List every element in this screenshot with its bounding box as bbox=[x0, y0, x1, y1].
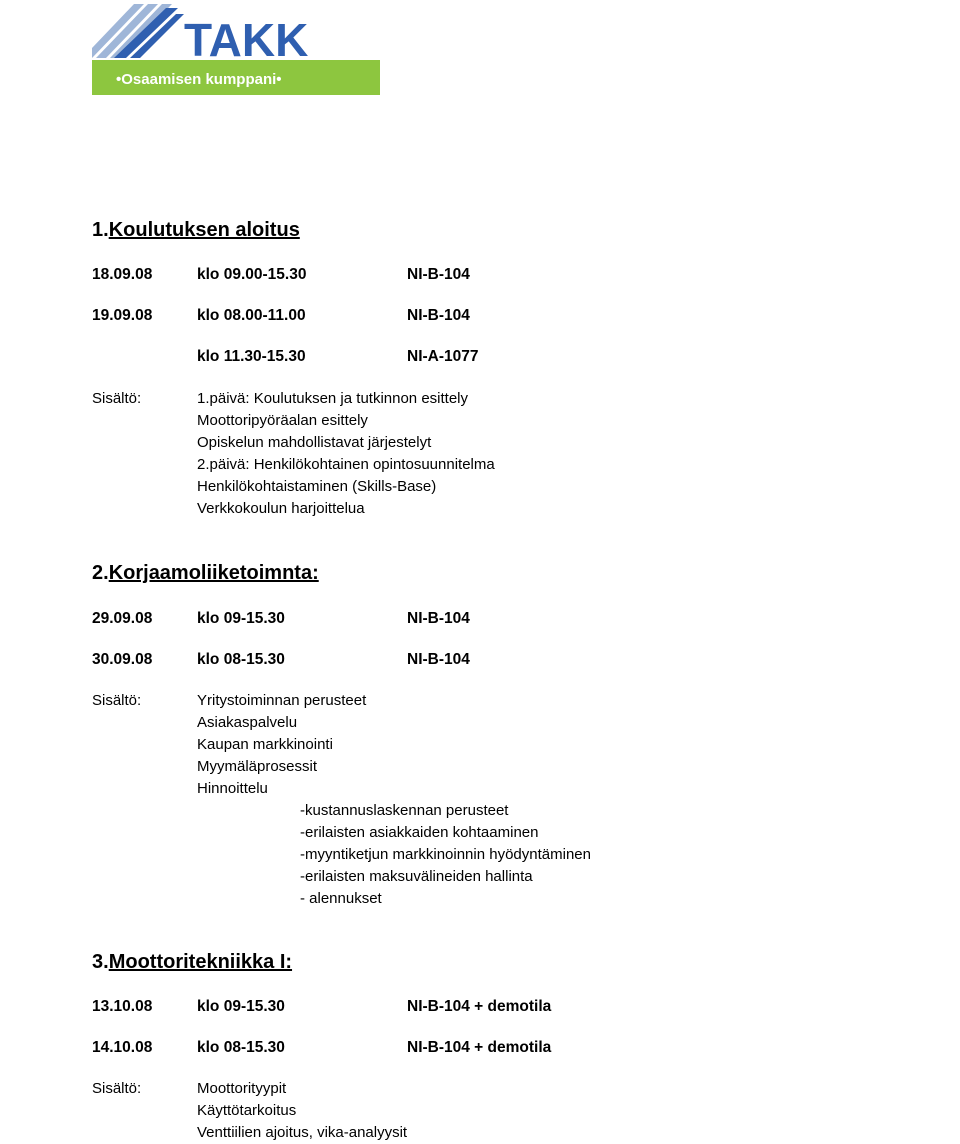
subcontent-item: -erilaisten maksuvälineiden hallinta bbox=[300, 868, 533, 885]
subcontent-item: -kustannuslaskennan perusteet bbox=[300, 802, 509, 819]
schedule-room: NI-B-104 bbox=[407, 610, 470, 627]
schedule-time: klo 08-15.30 bbox=[197, 651, 285, 668]
content-item: Moottoripyöräalan esittely bbox=[197, 412, 368, 429]
content-item: Opiskelun mahdollistavat järjestelyt bbox=[197, 434, 432, 451]
schedule-time: klo 09.00-15.30 bbox=[197, 266, 307, 283]
schedule-room: NI-B-104 bbox=[407, 266, 470, 283]
content-item: 2.päivä: Henkilökohtainen opintosuunnitelma bbox=[197, 456, 495, 473]
content-item: Moottorityypit bbox=[197, 1080, 287, 1097]
content-item: 1.päivä: Koulutuksen ja tutkinnon esittely bbox=[197, 390, 469, 407]
schedule-time: klo 09-15.30 bbox=[197, 610, 285, 627]
content-label: Sisältö: bbox=[92, 1080, 142, 1097]
section-number: 2. bbox=[92, 562, 109, 584]
section-1-heading bbox=[92, 219, 300, 242]
schedule-date: 19.09.08 bbox=[92, 307, 153, 324]
schedule-room: NI-B-104 bbox=[407, 651, 470, 668]
content-item: Asiakaspalvelu bbox=[197, 714, 298, 731]
section-2-heading bbox=[92, 562, 319, 585]
content-item: Myymäläprosessit bbox=[197, 758, 318, 775]
section-number: 1. bbox=[92, 219, 109, 241]
takk-logo bbox=[92, 4, 380, 95]
subcontent-list bbox=[300, 800, 591, 910]
takk-logo-graphic bbox=[92, 4, 380, 95]
schedule-time: klo 08-15.30 bbox=[197, 1039, 285, 1056]
content-list bbox=[197, 388, 495, 520]
content-item: Venttiilien ajoitus, vika-analyysit bbox=[197, 1124, 408, 1141]
subcontent-item: -erilaisten asiakkaiden kohtaaminen bbox=[300, 824, 539, 841]
content-item: Käyttötarkoitus bbox=[197, 1102, 297, 1119]
content-label: Sisältö: bbox=[92, 692, 142, 709]
schedule-date: 14.10.08 bbox=[92, 1039, 153, 1056]
schedule-time: klo 11.30-15.30 bbox=[197, 348, 306, 365]
schedule-date: 30.09.08 bbox=[92, 651, 153, 668]
subcontent-item: -myyntiketjun markkinoinnin hyödyntäminen bbox=[300, 846, 591, 863]
section-number: 3. bbox=[92, 951, 109, 973]
schedule-time: klo 09-15.30 bbox=[197, 998, 285, 1015]
schedule-date: 18.09.08 bbox=[92, 266, 153, 283]
schedule-room: NI-A-1077 bbox=[407, 348, 479, 365]
section-3-heading bbox=[92, 951, 292, 974]
content-item: Henkilökohtaistaminen (Skills-Base) bbox=[197, 478, 437, 495]
schedule-date: 13.10.08 bbox=[92, 998, 153, 1015]
section-title: Koulutuksen aloitus bbox=[108, 219, 300, 241]
content-item: Hinnoittelu bbox=[197, 780, 268, 797]
schedule-date: 29.09.08 bbox=[92, 610, 153, 627]
schedule-room: NI-B-104 bbox=[407, 307, 470, 324]
schedule-room: NI-B-104 + demotila bbox=[407, 998, 552, 1015]
section-title: Korjaamoliiketoimnta: bbox=[108, 562, 319, 584]
content-item: Verkkokoulun harjoittelua bbox=[197, 500, 365, 517]
content-item: Yritystoiminnan perusteet bbox=[197, 692, 367, 709]
brand-text: TAKK bbox=[184, 14, 309, 66]
content-label: Sisältö: bbox=[92, 390, 142, 407]
subcontent-item: - alennukset bbox=[300, 890, 382, 907]
schedule-room: NI-B-104 + demotila bbox=[407, 1039, 552, 1056]
content-item: Kaupan markkinointi bbox=[197, 736, 333, 753]
schedule-time: klo 08.00-11.00 bbox=[197, 307, 306, 324]
content-list bbox=[197, 1078, 407, 1144]
slogan-text: •Osaamisen kumppani• bbox=[116, 71, 282, 88]
section-title: Moottoritekniikka I: bbox=[108, 951, 293, 973]
content-list bbox=[197, 690, 366, 800]
